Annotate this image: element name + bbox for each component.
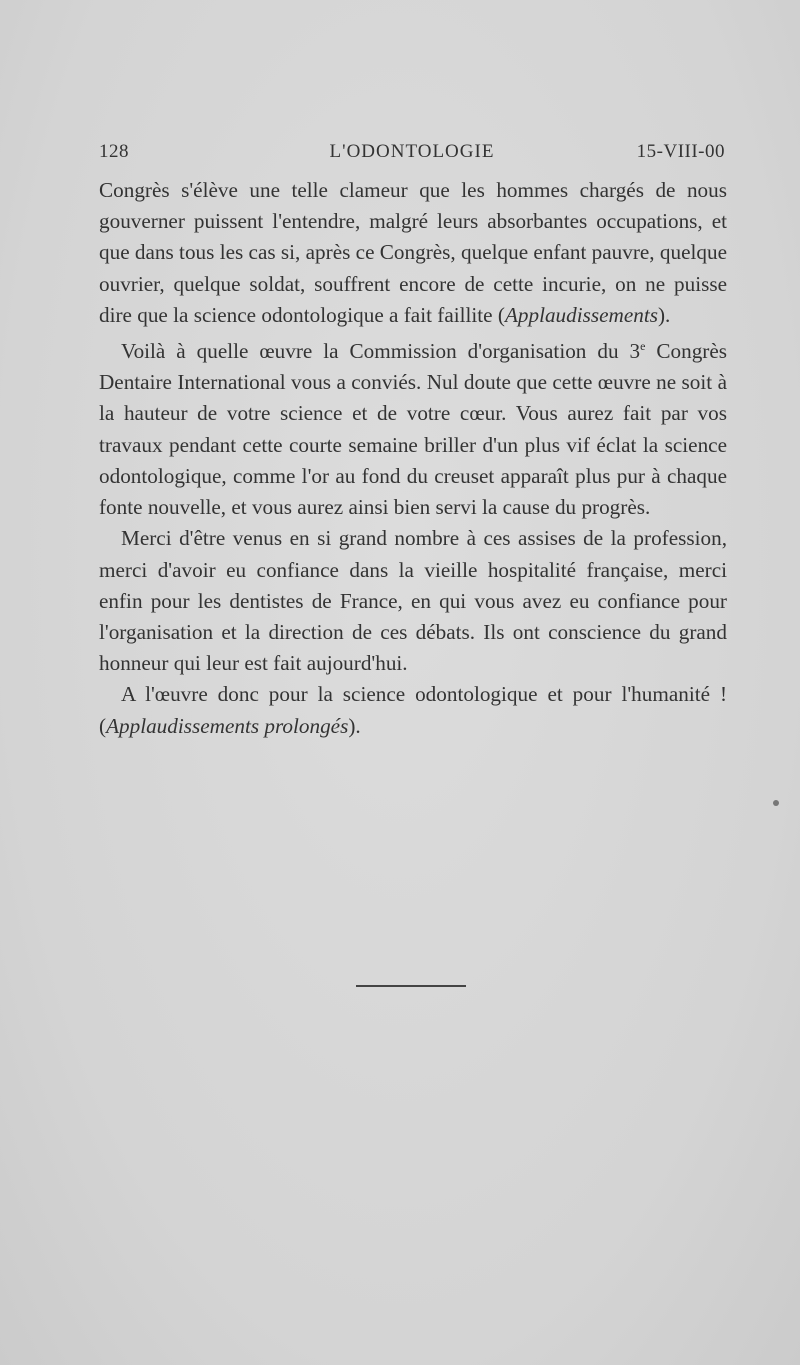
paragraph-text: Merci d'être venus en si grand nombre à ces assises de la profession, merci d'avoir eu confiance dans la vieille hospitalité française, merci enfin pour les dentistes de France, en qui vous avez eu confiance pour l'organisation et la direction de ces débats. Ils ont conscience du grand honneur qui leur est fait aujourd'hui.	[99, 526, 727, 676]
paragraph-merci	[99, 523, 727, 679]
paragraph-a-loeuvre	[99, 679, 727, 741]
issue-date: 15-VIII-00	[636, 141, 725, 162]
ordinal-superscript: e	[640, 339, 646, 354]
paragraph-text-end: ).	[657, 302, 671, 327]
paragraph-text: Voilà à quelle œuvre la Commission d'organisation du 3	[121, 339, 641, 364]
paragraph-text-continued: Congrès Dentaire International vous a conviés. Nul doute que cette œuvre ne soit à la hauteur de votre science et de votre cœur. Vous aurez fait par vos travaux pendant cette courte semaine briller d'un plus vif éclat la science odontologique, comme l'or au fond du creuset apparaît plus pur à chaque fonte nouvelle, et vous aurez ainsi bien servi la cause du progrès.	[99, 339, 727, 520]
paragraph-voila	[99, 331, 727, 523]
body-text	[99, 175, 727, 742]
page-number: 128	[99, 141, 129, 162]
applause-note: Applaudissements	[504, 302, 658, 327]
paragraph-text-end: ).	[348, 713, 361, 738]
closing-rule	[356, 985, 466, 987]
running-head	[99, 141, 725, 167]
paragraph-text: A l'œuvre donc pour la science odontologique et pour l'humanité ! (	[99, 682, 727, 738]
paragraph-congres	[99, 175, 727, 331]
prolonged-applause-note: Applaudissements prolongés	[106, 713, 349, 738]
journal-title: L'ODONTOLOGIE	[329, 141, 495, 162]
ink-speck	[773, 800, 779, 806]
paragraph-text: Congrès s'élève une telle clameur que les hommes chargés de nous gouverner puissent l'entendre, malgré leurs absorbantes occupations, et que dans tous les cas si, après ce Congrès, quelque enfant pauvre, quelque ouvrier, quelque soldat, souffrent encore de cette incurie, on ne puisse dire que la science odontologique a fait faillite (	[99, 178, 727, 327]
